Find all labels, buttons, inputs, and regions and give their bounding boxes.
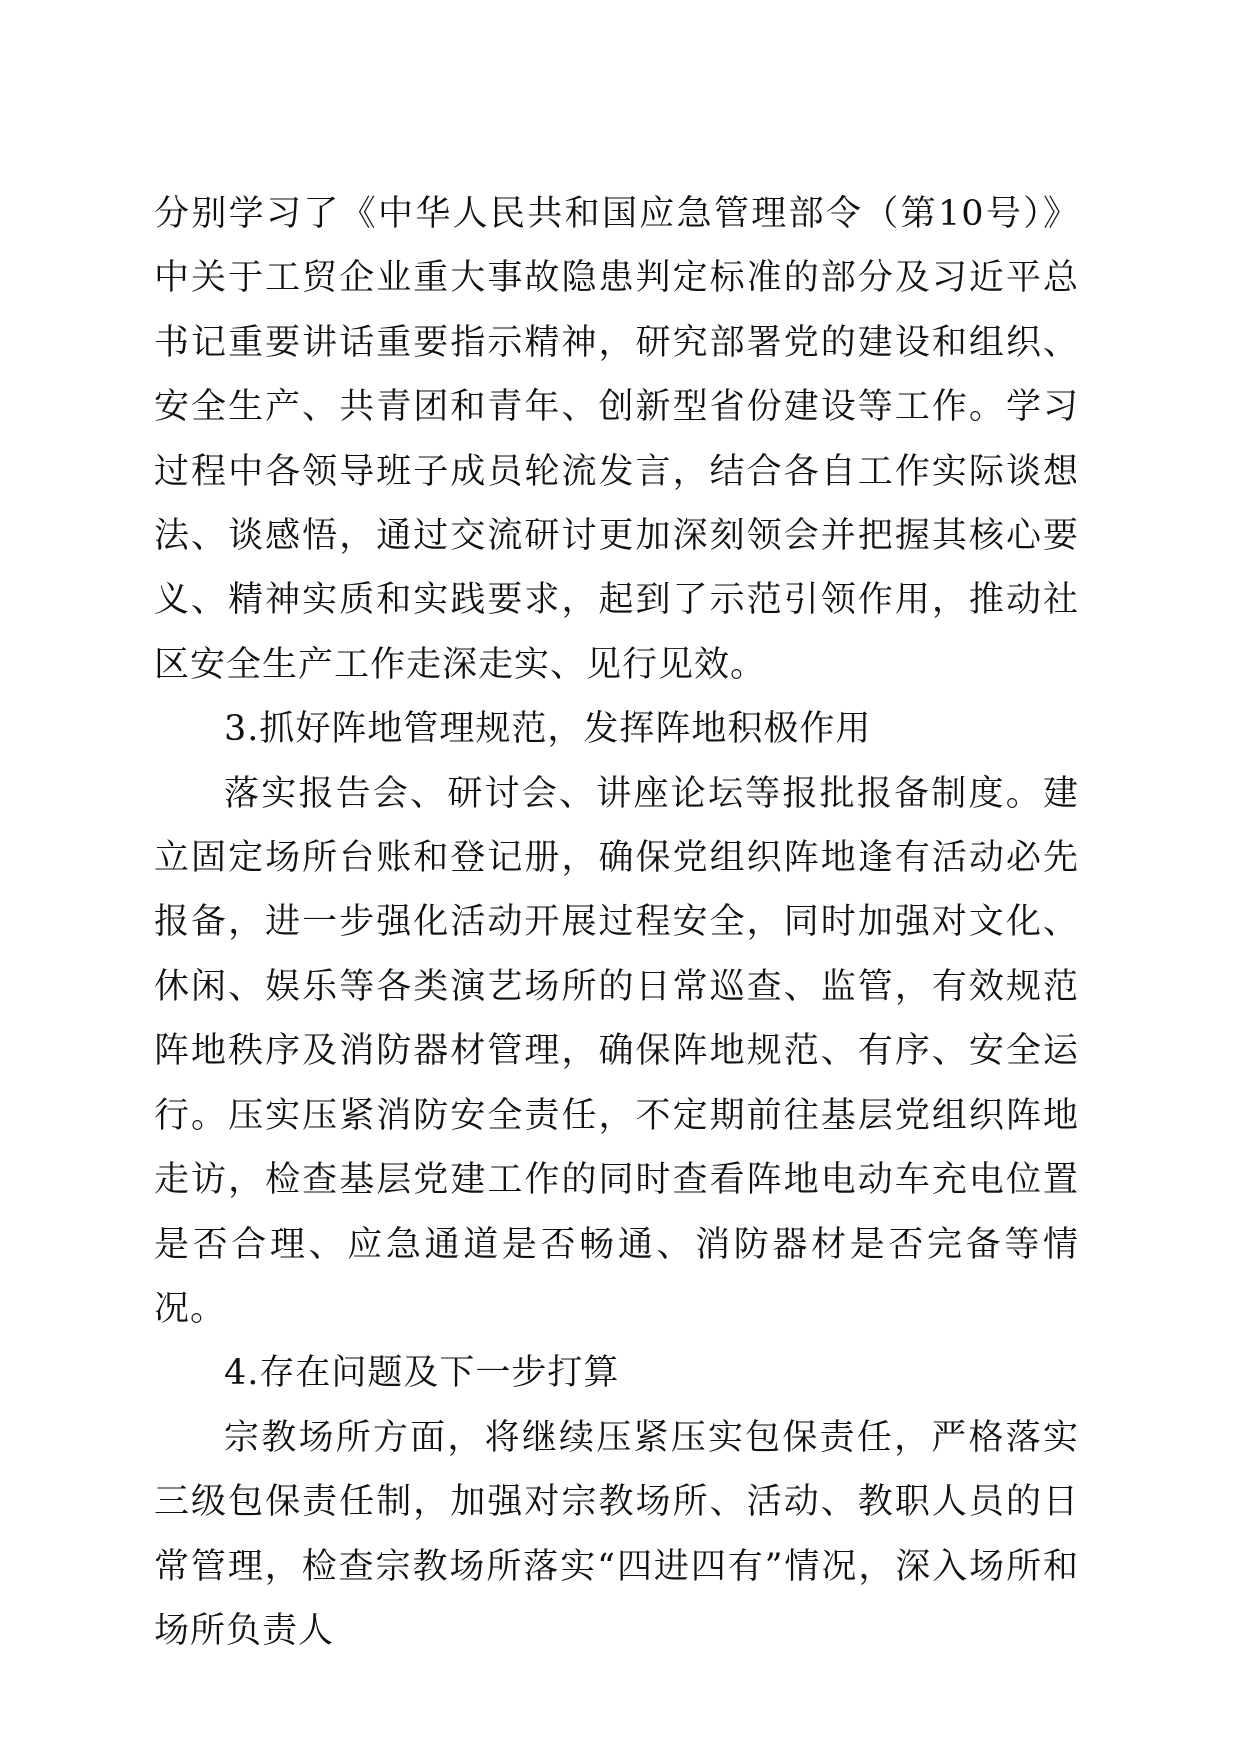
section-heading-4: 4.存在问题及下一步打算 [224, 1353, 620, 1394]
paragraph-section-4: 宗教场所方面，将继续压紧压实包保责任，严格落实三级包保责任制，加强对宗教场所、活动、教职人员的日常管理，检查宗教场所落实“四进四有”情况，深入场所和场所负责人 [154, 1417, 1079, 1651]
document-body [154, 182, 1079, 1663]
paragraph-section-3: 落实报告会、研讨会、讲座论坛等报批报备制度。建立固定场所台账和登记册，确保党组织阵地逢有活动必先报备，进一步强化活动开展过程安全，同时加强对文化、休闲、娱乐等各类演艺场所的日常巡查、监管，有效规范阵地秩序及消防器材管理，确保阵地规范、有序、安全运行。压实压紧消防安全责任，不定期前往基层党组织阵地走访，检查基层党建工作的同时查看阵地电动车充电位置是否合理、应急通道是否畅通、消防器材是否完备等情况。 [154, 773, 1079, 1329]
paragraph-continuation: 分别学习了《中华人民共和国应急管理部令（第10号）》中关于工贸企业重大事故隐患判定标准的部分及习近平总书记重要讲话重要指示精神，研究部署党的建设和组织、安全生产、共青团和青年、创新型省份建设等工作。学习过程中各领导班子成员轮流发言，结合各自工作实际谈想法、谈感悟，通过交流研讨更加深刻领会并把握其核心要义、精神实质和实践要求，起到了示范引领作用，推动社区安全生产工作走深走实、见行见效。 [154, 194, 1079, 685]
section-heading-3: 3.抓好阵地管理规范，发挥阵地积极作用 [224, 709, 872, 750]
